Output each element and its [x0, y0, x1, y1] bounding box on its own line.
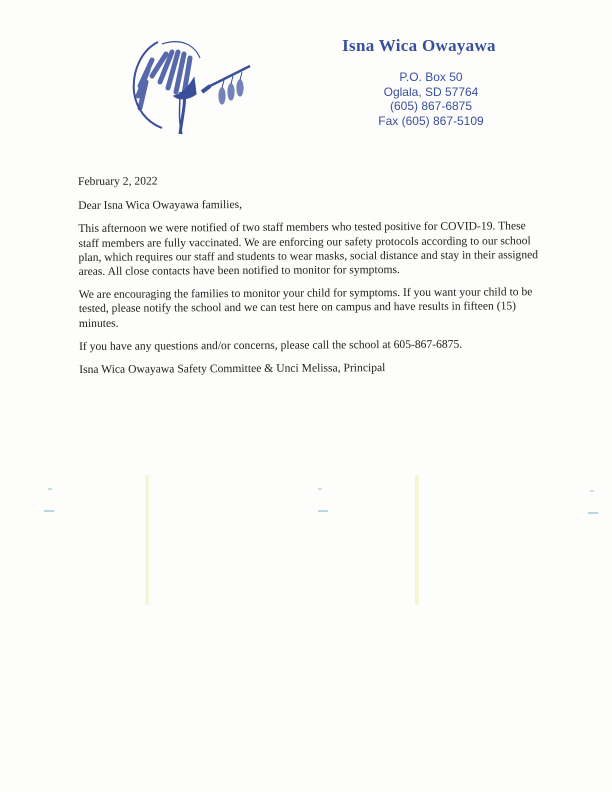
city-state-zip: Oglala, SD 57764	[383, 84, 479, 99]
paragraph-covid-notice: This afternoon we were notified of two staff members who tested positive for COVID-19. These staff members are fully vaccinated. We are enforcing our safety protocols according to our school plan, which requires our staff and students to wear masks, social distance and stay in their assigned areas. All close contacts have been notified to monitor for symptoms.	[78, 219, 539, 279]
letter-date: February 2, 2022	[78, 174, 158, 188]
letterhead	[330, 36, 510, 128]
signature: Isna Wica Owayawa Safety Committee & Unci Melissa, Principal	[79, 361, 386, 377]
phone-number: (605) 867-6875	[389, 99, 473, 113]
fax-number: Fax (605) 867-5109	[378, 113, 484, 128]
salutation: Dear Isna Wica Owayawa families,	[78, 198, 243, 213]
po-box: P.O. Box 50	[399, 70, 463, 84]
chief-headdress-logo-icon	[122, 30, 262, 140]
address-block	[366, 70, 496, 128]
letter-body	[78, 172, 544, 386]
organization-name: Isna Wica Owayawa	[342, 36, 496, 55]
paragraph-testing: We are encouraging the families to monitor your child for symptoms. If you want your child to be tested, please notify the school and we can test here on campus and have results in fifteen (15) minutes.	[78, 285, 533, 330]
paragraph-contact: If you have any questions and/or concerns, please call the school at 605-867-6875.	[79, 337, 463, 353]
scan-artifacts	[0, 470, 612, 610]
